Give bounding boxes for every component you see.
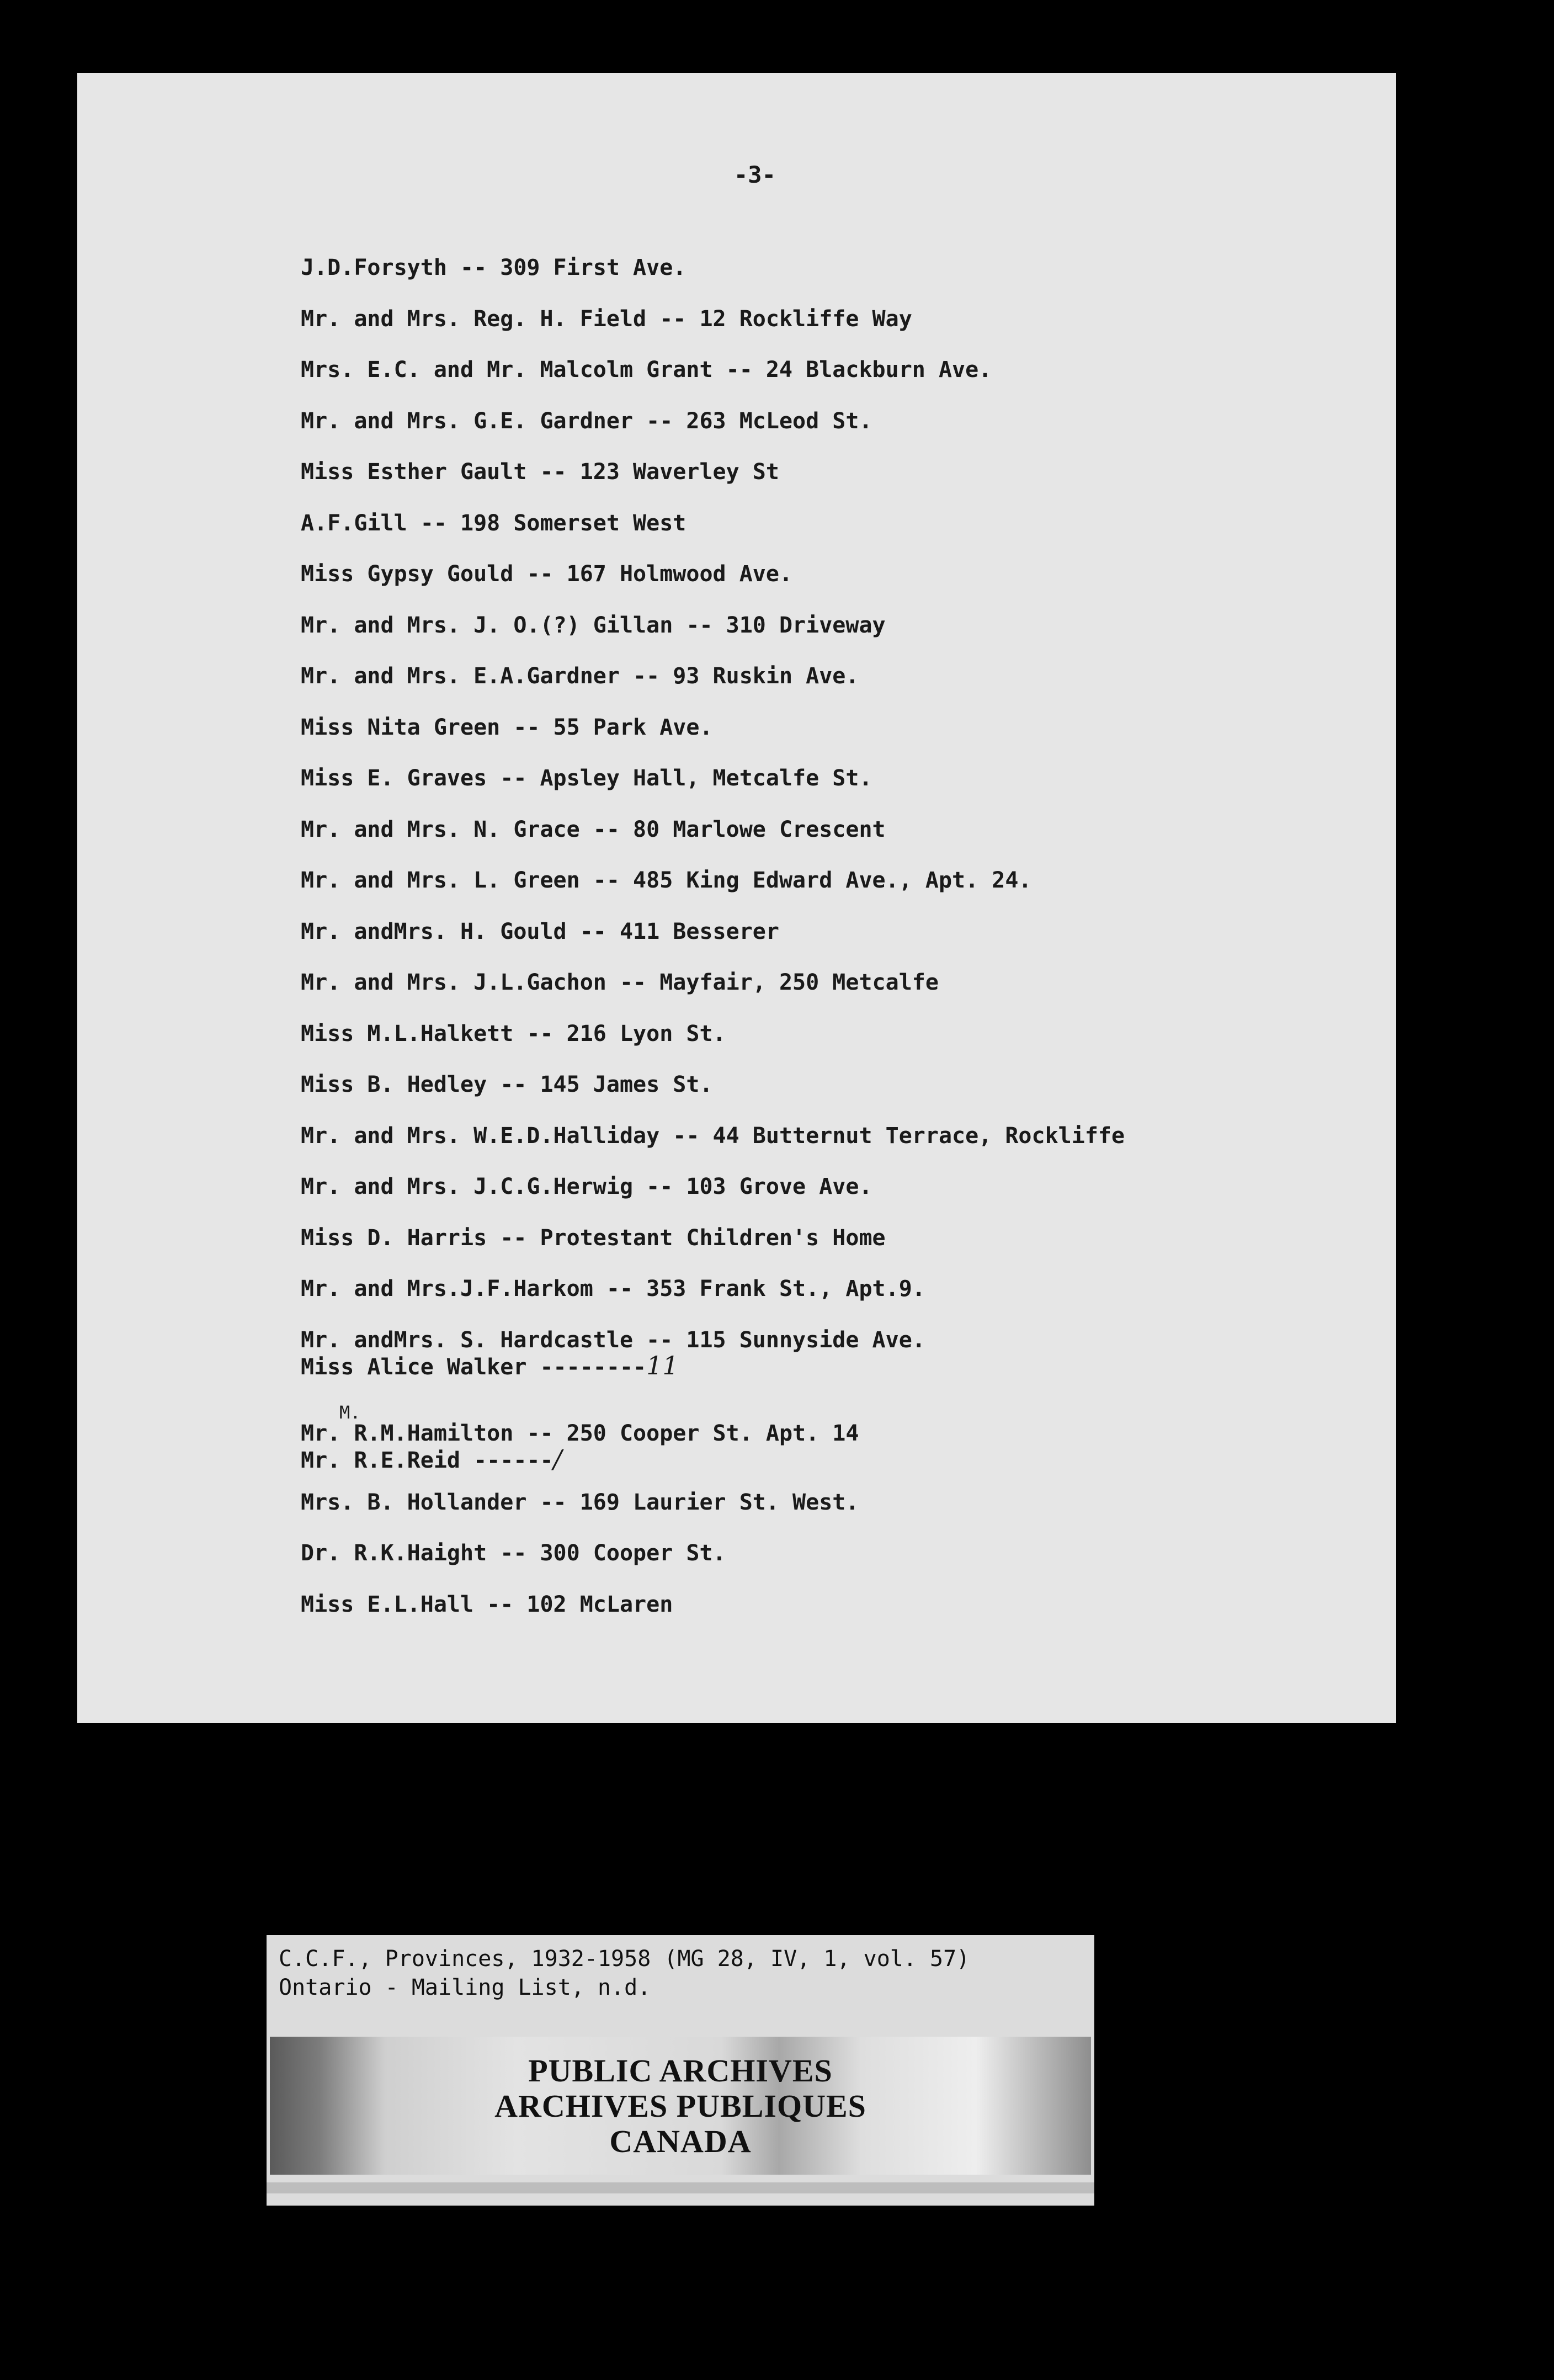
list-item: Miss Esther Gault -- 123 Waverley St <box>301 459 779 485</box>
list-item: A.F.Gill -- 198 Somerset West <box>301 510 686 536</box>
list-item: Mr. and Mrs. N. Grace -- 80 Marlowe Crescent <box>301 816 886 842</box>
list-item: Miss B. Hedley -- 145 James St. <box>301 1072 713 1097</box>
handwritten-mark: / <box>553 1443 562 1474</box>
list-item: Miss E. Graves -- Apsley Hall, Metcalfe St. <box>301 766 872 791</box>
list-item: Mr. and Mrs. J.L.Gachon -- Mayfair, 250 Metcalfe <box>301 970 939 995</box>
handwritten-mark: 11 <box>646 1350 679 1380</box>
label-description: Ontario - Mailing List, n.d. <box>279 1975 651 2000</box>
list-item-pair <box>301 1327 1349 1404</box>
list-item: Mr. and Mrs. L. Green -- 485 King Edward Ave., Apt. 24. <box>301 868 1032 893</box>
handwritten-insert: M. <box>339 1401 361 1423</box>
list-item: Mr. and Mrs. Reg. H. Field -- 12 Rockliffe Way <box>301 306 912 332</box>
list-item: Mr. R.M.Hamilton -- 250 Cooper St. Apt. 14 <box>301 1420 859 1446</box>
list-item: Mr. and Mrs.J.F.Harkom -- 353 Frank St., Apt.9. <box>301 1276 925 1301</box>
list-item: Mr. andMrs. H. Gould -- 411 Besserer <box>301 918 779 944</box>
list-item: Mr. andMrs. S. Hardcastle -- 115 Sunnyside Ave. <box>301 1327 925 1353</box>
label-edge <box>267 2182 1094 2193</box>
document-page <box>77 73 1396 1723</box>
list-item: Mrs. B. Hollander -- 169 Laurier St. West. <box>301 1489 859 1515</box>
list-item: J.D.Forsyth -- 309 First Ave. <box>301 255 686 280</box>
list-item: Mr. and Mrs. J.C.G.Herwig -- 103 Grove Ave. <box>301 1174 872 1199</box>
list-item: Miss Alice Walker --------11 <box>301 1350 679 1380</box>
archives-stamp <box>270 2037 1091 2175</box>
list-item: Miss D. Harris -- Protestant Children's Home <box>301 1225 886 1251</box>
list-item: Mr. R.E.Reid ------/ <box>301 1443 562 1474</box>
list-item-pair <box>301 1401 1349 1490</box>
list-item: Dr. R.K.Haight -- 300 Cooper St. <box>301 1540 726 1566</box>
list-item: Miss Nita Green -- 55 Park Ave. <box>301 714 713 740</box>
stamp-line-3: CANADA <box>609 2123 752 2159</box>
page-number: -3- <box>734 161 776 188</box>
list-item: Miss M.L.Halkett -- 216 Lyon St. <box>301 1021 726 1046</box>
list-item: Mr. and Mrs. W.E.D.Halliday -- 44 Butternut Terrace, Rockliffe <box>301 1123 1125 1149</box>
list-item: Miss E.L.Hall -- 102 McLaren <box>301 1591 673 1617</box>
list-item: Mr. and Mrs. G.E. Gardner -- 263 McLeod St. <box>301 408 872 434</box>
stamp-line-2: ARCHIVES PUBLIQUES <box>494 2088 866 2124</box>
mailing-list <box>301 255 1349 1643</box>
list-item: Mr. and Mrs. E.A.Gardner -- 93 Ruskin Ave. <box>301 663 859 689</box>
archive-label <box>267 1935 1094 2206</box>
list-item: Mr. and Mrs. J. O.(?) Gillan -- 310 Driveway <box>301 612 886 638</box>
label-reference: C.C.F., Provinces, 1932-1958 (MG 28, IV, 1, vol. 57) <box>279 1946 970 1972</box>
stamp-line-1: PUBLIC ARCHIVES <box>528 2053 833 2089</box>
list-item: Mrs. E.C. and Mr. Malcolm Grant -- 24 Blackburn Ave. <box>301 357 992 382</box>
list-item: Miss Gypsy Gould -- 167 Holmwood Ave. <box>301 561 793 587</box>
